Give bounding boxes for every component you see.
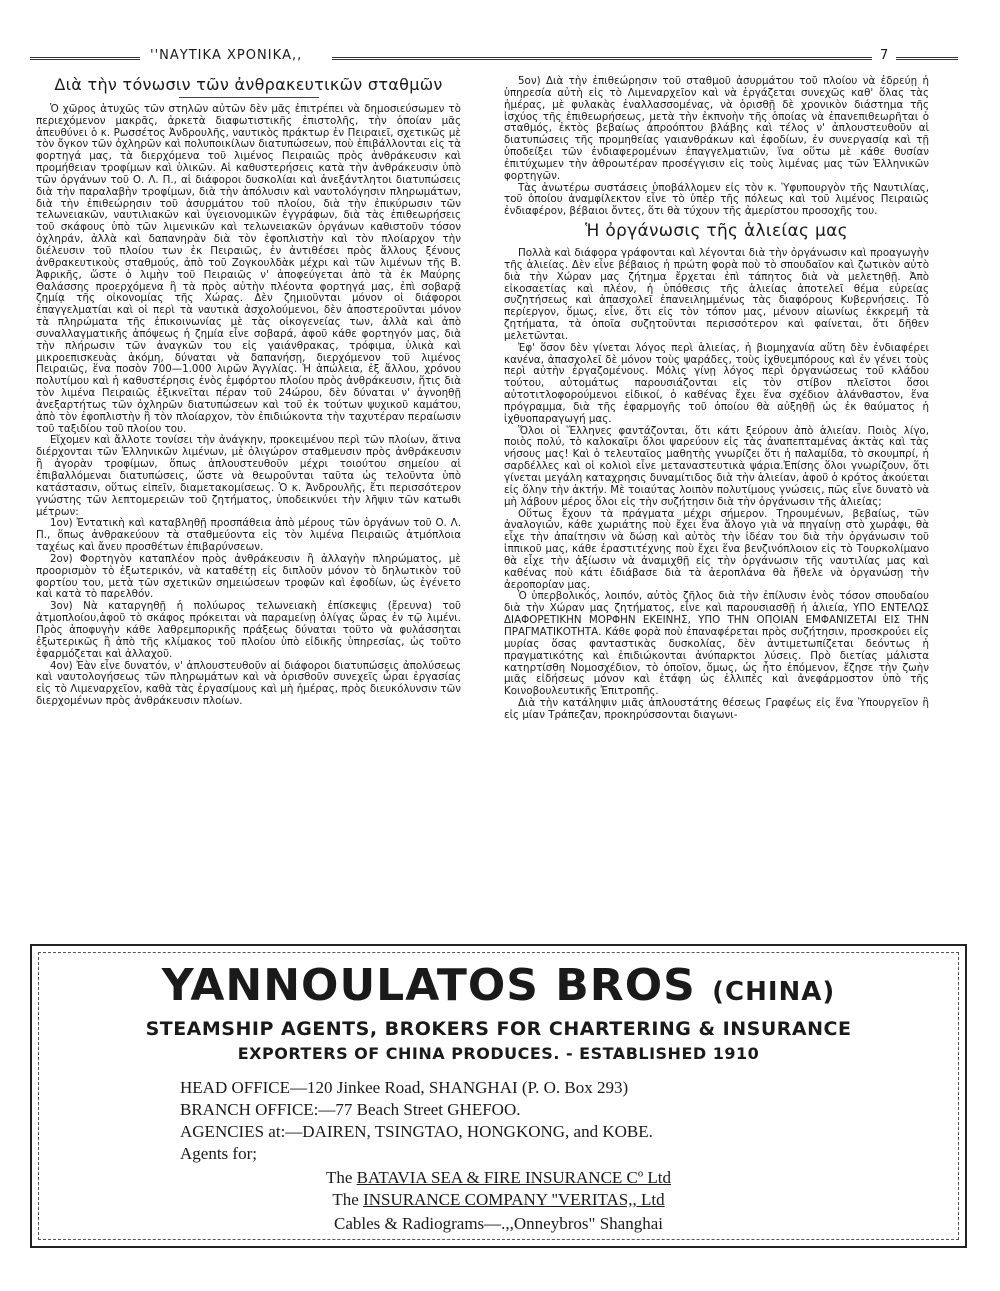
- article-paragraph: 1ον) Ἐντατικὴ καὶ καταβληθῇ προσπάθεια ἀπὸ μέρους τῶν ὀργάνων τοῦ Ο. Λ. Π., ὅπως ἀνθρακεύουν τὰ σταθμεύοντα εἰς τὸν λιμένα Πειραιῶς ἀτμόπλοια ταχέως καὶ ἄνευ προσθέτων ἐπιβαρύνσεων.: [36, 517, 461, 554]
- ad-company-name: [32, 960, 965, 1011]
- article-heading-coaling-stations: Διὰ τὴν τόνωσιν τῶν ἀνθρακευτικῶν σταθμῶν: [54, 75, 443, 94]
- article-paragraph: 2ον) Φορτηγὸν καταπλέον πρὸς ἀνθράκευσιν ἢ ἀλλαγὴν πληρώματος, μὲ προορισμὸν τὸ ἐξωτερικόν, νὰ καταθέτῃ εἰς διπλοῦν μόνον τὸ δηλωτικὸν τοῦ φορτίου του, μετὰ τῶν σχετικῶν σημειώσεων τροφῶν καὶ ἐφοδίων, ὡς ἐγένετο καὶ κατὰ τὸ παρελθόν.: [36, 552, 461, 601]
- page-header: [30, 48, 958, 68]
- heading-underline: [179, 97, 319, 98]
- ad-agent-name: INSURANCE COMPANY ''VERITAS,, Ltd: [363, 1190, 665, 1209]
- ad-branch-office: BRANCH OFFICE:—77 Beach Street GHEFOO.: [180, 1100, 521, 1119]
- ad-cables: Cables & Radiograms—.,,Onneybros" Shanghai: [334, 1214, 663, 1233]
- article-paragraph: 3ον) Νὰ καταργηθῇ ἡ πολύωρος τελωνειακὴ ἐπίσκεψις (ἔρευνα) τοῦ ἀτμοπλοίου,ἀφοῦ τὸ σκάφος πρόκειται νὰ παραμείνῃ ὀλίγας ὥρας ἐν τῷ λιμένι. Πρὸς ἀποφυγὴν κάθε λαθρεμπορικῆς πράξεως δύναται τοῦτο νὰ φυλάσσηται ἐξωτερικῶς ἢ ἀπὸ τῆς κλίμακος τοῦ πλοίου ὑπὸ εἰδικῆς ὑπηρεσίας, ὡς τοῦτο ἐφαρμόζεται καὶ ἀλλαχοῦ.: [36, 600, 461, 660]
- article-paragraph: Διὰ τὴν κατάληψιν μιᾶς ἀπλουστάτης θέσεως Γραφέως εἰς ἕνα Ὑπουργεῖον ἢ εἰς μίαν Τράπεζαν, προκηρύσσονται διαγωνι-: [504, 697, 929, 721]
- article-paragraph: 4ον) Ἐὰν εἶνε δυνατόν, ν' ἀπλουστευθοῦν αἱ διάφοροι διατυπώσεις ἀπολύσεως καὶ ναυτολογήσεως τῶν πληρωμάτων καὶ νὰ ὁρισθοῦν συνεχεῖς ὧραι ἐργασίας εἰς τὸ Λιμεναρχεῖον, καθὰ τὰς ἐργασίμους καὶ μὴ ἡμέρας, πρὸς διευκόλυνσιν τῶν διερχομένων πρὸς ἀνθράκευσιν πλοίων.: [36, 659, 461, 708]
- article-paragraph: Ὁ χῶρος ἀτυχῶς τῶν στηλῶν αὐτῶν δὲν μᾶς ἐπιτρέπει νὰ δημοσιεύσωμεν τὸ περιεχόμενον μακρᾶς, ἀρκετὰ διαφωτιστικῆς ἐπιστολῆς, τὴν ὁποίαν μᾶς ἀπευθύνει ὁ κ. Ρωσσέτος Ἀνδρουλῆς, ναυτικὸς πράκτωρ ἐν Πειραιεῖ, σχετικῶς μὲ τὸν ὄγκον τῶν ὀχληρῶν καὶ πολυποικίλων διατυπώσεων, ποὺ ἐπιβάλλονται εἰς τὰ φορτηγά μας, τὰ διερχόμενα τοῦ λιμένος Πειραιῶς πρὸς ἀνθράκευσιν καὶ προμήθειαν τροφίμων καὶ ὑλικῶν. Αἱ καθυστερήσεις κατὰ τὴν ἀνθράκευσιν ὑπὸ τῶν ὀργάνων τοῦ Ο. Λ. Π., αἱ διάφοροι δυσκολίαι καὶ ἀνεξάντλητοι διατυπώσεις διὰ τὴν παραλαβὴν τροφίμων, διὰ τὴν ἀπόλυσιν καὶ ναυτολόγησιν πληρωμάτων, διὰ τὴν ἐπιθεώρησιν τοῦ ἀσυρμάτου τοῦ πλοίου, διὰ τὴν ἐπικύρωσιν τῶν τελωνειακῶν, ναυτιλιακῶν καὶ ὑγειονομικῶν ἐγγράφων, διὰ τὰς ἐπιθεωρήσεις τοῦ σκάφους ὑπὸ τῶν λιμενικῶν καὶ τελωνειακῶν ὀργάνων καθιστοῦν τόσον ὀχληράν, ἀλλὰ καὶ δαπανηρὰν διὰ τὸν ἐφοπλιστὴν καὶ τὸν πλοίαρχον τὴν διέλευσιν τοῦ πλοίου των ἐκ Πειραιῶς, ἐν ἀντιθέσει πρὸς ἄλλους ξένους ἀνθρακευτικοὺς σταθμούς, ἀπὸ τοῦ Ζογκουλδὰκ μέχρι καὶ τῶν λιμένων τῆς Β. Ἀφρικῆς, ὥστε ὁ λιμὴν τοῦ Πειραιῶς ν' ἀποφεύγεται ἀπὸ τὰ ἐκ Μαύρης Θαλάσσης προερχόμενα ἢ τὰ πρὸς αὐτὴν πλέοντα φορτηγά μας, ἐπὶ σοβαρᾷ ζημίᾳ τῆς οἰκονομίας τῆς Χώρας. Δὲν ζημιοῦνται μόνον οἱ διάφοροι ἐπαγγελματίαι καὶ οἱ περὶ τὰ ναυτικὰ ἀσχολούμενοι, δὲν ἀποστεροῦνται μόνον τὰ πληρώματα τῆς ἐπικοινωνίας μὲ τὰς οἰκογενείας των, ἀλλὰ καὶ ἀπὸ συναλλαγματικῆς ἀπόψεως ἡ ζημία εἶνε σοβαρά, ἀφοῦ κάθε φορτηγόν μας, διὰ τὴν πλήρωσιν τῶν ἀναγκῶν του εἰς γαιάνθρακας, τρόφιμα, ὑλικὰ καὶ μικροεπισκευὰς ἀκόμη, δύναται νὰ δαπανήσῃ, διερχόμενον τοῦ λιμένος Πειραιῶς, ἕνα ποσὸν 700—1.000 λιρῶν Ἀγγλίας. Ἡ ἀπώλεια, ἐξ ἄλλου, χρόνου πολυτίμου καὶ ἡ καθυστέρησις ἑνὸς ἐμφόρτου πλοίου πρὸς ἀνθράκευσιν, ἥτις διὰ τὸν λιμένα Πειραιῶς ἐξικνεῖται πέραν τοῦ 24ώρου, δὲν δύναται ν' ἀγνοηθῇ ἀνεξαρτήτως τῶν ὀχληρῶν διατυπώσεων καὶ τοῦ ἐκ τούτων ψυχικοῦ καμάτου, ἀπὸ τὸν ἐφοπλιστὴν ἢ τὸν πλοίαρχον, τὸν ἐπιδιώκοντα τὴν ταχυτέραν περαίωσιν τοῦ ταξιδίου τοῦ πλοίου του.: [36, 102, 461, 435]
- article-paragraph: Ἐφ' ὅσον δὲν γίνεται λόγος περὶ ἁλιείας, ἡ βιομηχανία αὕτη δὲν ἐνδιαφέρει κανένα, ἀπασχολεῖ δὲ μόνον τοὺς ψαράδες, τοὺς ἰχθυεμπόρους καὶ ἐν γένει τοὺς περὶ αὐτὴν ἐργαζομένους. Μόλις γίνῃ λόγος περὶ ὀργανώσεως τοῦ κλάδου τούτου, αὐτομάτως παρουσιάζονται εἰς τὸν στίβον πλεῖστοι ὅσοι αὐτοτιτλοφορούμενοι εἰδικοί, ὁ καθένας ἔχει ἕνα σχέδιον ἀλάνθαστον, ἕνα πρόγραμμα, διὰ τῆς ἐφαρμογῆς τοῦ ὁποίου θὰ αὐξηθῇ ὡς ἐκ θαύματος ἡ ἰχθυοπαραγωγή μας.: [504, 341, 929, 425]
- article-paragraph: Οὕτως ἔχουν τὰ πράγματα μέχρι σήμερον. Τηρουμένων, βεβαίως, τῶν ἀναλογιῶν, κάθε χωριάτης ποὺ ἔχει ἕνα ἄλογο γιὰ νὰ πηγαίνῃ στὸ χωράφι, θὰ εἶχε τὴν ἀπαίτησιν νὰ δώσῃ καὶ αὐτὸς τὴν ἰδέαν του διὰ τὴν ὀργάνωσιν τοῦ ἱππικοῦ μας, κάθε ἐραστιτέχνης ποὺ ἔχει ἕνα βενζινόπλοιον εἰς τὸ Τουρκολίμανο θὰ εἶχε τὴν ἀξίωσιν νὰ ἀναμιχθῇ εἰς τὴν ὀργάνωσιν τῆς ναυτιλίας μας καὶ καθένας ποὺ κάτι ἐδιάβασε διὰ τὰ ἀεροπλάνα θὰ ἤθελε νὰ ὀργανώσῃ τὴν ἀεροπορίαν μας.: [504, 507, 929, 591]
- ad-agencies: AGENCIES at:—DAIREN, TSINGTAO, HONGKONG, and KOBE.: [180, 1122, 653, 1141]
- header-rule-left: [30, 57, 140, 60]
- article-paragraph: Ὁ ὑπερβολικός, λοιπόν, αὐτὸς ζῆλος διὰ τὴν ἐπίλυσιν ἑνὸς τόσον σπουδαίου διὰ τὴν Χώραν μας ζητήματος, εἶνε καὶ παρουσιασθῇ ἡ ἁλιεία, ΥΠΟ ΕΝΤΕΛΩΣ ΔΙΑΦΟΡΕΤΙΚΗΝ ΜΟΡΦΗΝ ΕΚΕΙΝΗΣ, ΥΠΟ ΤΗΝ ΟΠΟΙΑΝ ΕΜΦΑΝΙΖΕΤΑΙ ΕΙΣ ΤΗΝ ΠΡΑΓΜΑΤΙΚΟΤΗΤΑ. Κάθε φορὰ ποὺ ἐπαναφέρεται πρὸς συζήτησιν, προσκρούει εἰς μυρίας ὅσας φανταστικὰς δυσκολίας, δὲν ἀντιμετωπίζεται δεόντως ἡ πραγματικότης καὶ ἐπιδιώκονται ἀνύπαρκτοι λύσεις. Πρὸ διετίας μάλιστα κατηρτίσθη Νομοσχέδιον, τὸ ὁποῖον, ὅμως, ὡς ἦτο ἑπόμενον, ἔζησε τὴν ζωὴν μιᾶς εἰδήσεως μόνον καὶ ἐτάφη ὡς ἐλλιπὲς καὶ ἀνεφάρμοστον ὑπὸ τῆς Κοινοβουλευτικῆς Ἐπιτροπῆς.: [504, 590, 929, 698]
- ad-agent-batavia: [32, 1168, 965, 1188]
- article-paragraph: Εἴχομεν καὶ ἄλλοτε τονίσει τὴν ἀνάγκην, προκειμένου περὶ τῶν πλοίων, ἅτινα διέρχονται τῶν Ἑλληνικῶν λιμένων, μὲ ὀλιγώρον σταθμευσιν πρὸς ἀνθράκευσιν ἢ ἀγορὰν τροφίμων, ὅπως ἀπλουστευθοῦν μέχρι τοιούτου σημείου αἱ ἐπιβαλλόμεναι διατυπώσεις, ὥστε νὰ θεωροῦνται ταῦτα ὡς τελοῦντα ὑπὸ κατάστασιν, οὕτως εἰπεῖν, διαμετακομίσεως. Ὁ κ. Ἀνδρουλῆς, ἔτι περισσότερον γνώστης τῶν λεπτομερειῶν τοῦ ζητήματος, ὑποδεικνύει τὴν λῆψιν τῶν κατωθι μέτρων:: [36, 434, 461, 518]
- ad-company-suffix: (CHINA): [712, 977, 836, 1007]
- ad-agent-name: BATAVIA SEA & FIRE INSURANCE Cº Ltd: [356, 1168, 672, 1187]
- ad-agent-prefix: The: [325, 1168, 353, 1187]
- ad-company: YANNOULATOS BROS: [161, 960, 696, 1011]
- ad-agent-veritas: [32, 1190, 965, 1210]
- ad-agents-for: Agents for;: [180, 1144, 257, 1163]
- ad-head-office: HEAD OFFICE—120 Jinkee Road, SHANGHAI (P. O. Box 293): [180, 1078, 629, 1097]
- article-paragraph: Τὰς ἀνωτέρω συστάσεις ὑποβάλλομεν εἰς τὸν κ. Ὑφυπουργὸν τῆς Ναυτιλίας, τοῦ ὁποίου ἀναμφίλεκτον εἶνε τὸ ὑπὲρ τῆς πόλεως καὶ τοῦ λιμένος Πειραιῶς ἐνδιαφέρον, βέβαιοι ὄντες, ὅτι θὰ τύχουν τῆς ἀμερίστου προσοχῆς του.: [504, 181, 929, 218]
- ad-services-line: STEAMSHIP AGENTS, BROKERS FOR CHARTERING & INSURANCE: [145, 1018, 852, 1040]
- ad-exporters-line: EXPORTERS OF CHINA PRODUCES. - ESTABLISHED 1910: [237, 1044, 760, 1063]
- page-number: 7: [880, 48, 889, 63]
- right-column: [504, 76, 929, 722]
- article-heading-fishing: Ἡ ὀργάνωσις τῆς ἁλιείας μας: [585, 221, 848, 242]
- header-rule-right: [896, 57, 958, 60]
- article-paragraph: 5ον) Διὰ τὴν ἐπιθεώρησιν τοῦ σταθμοῦ ἀσυρμάτου τοῦ πλοίου νὰ ἐδρεύῃ ἡ ὑπηρεσία αὐτὴ εἰς τὸ Λιμεναρχεῖον καὶ νὰ ἐργάζεται συνεχῶς καθ' ὅλας τὰς ἡμέρας, μὲ φυλακὰς ἐναλλασσομένας, νὰ ὁρισθῇ δὲ χρονικὸν διάστημα τῆς ἰσχύος τῆς ἐπιθεωρήσεως, μετὰ τὴν ἐκπνοὴν τῆς ὁποίας νὰ ἐπανεπιθεωρῆται ὁ σταθμός, ἐκτὸς βεβαίως ἀπροόπτου βλάβης καὶ τέλος ν' ἀπλουστευθοῦν αἱ διατυπώσεις τῆς προμηθείας γαιανθράκων καὶ ἐφοδίων, ἐν συνεργασίᾳ καὶ τῇ ὑποδείξει τῶν ἐνδιαφερομένων ἐπαγγελματιῶν, ἵνα οὕτω μὲ κάθε θυσίαν ἐπιτύχωμεν τὴν ἀθροωτέραν προσέγγισιν εἰς τοὺς λιμένας μας τῶν Ἑλληνικῶν φορτηγῶν.: [504, 75, 929, 182]
- left-column: [36, 76, 461, 708]
- journal-title: ''ΝΑΥΤΙΚΑ ΧΡΟΝΙΚΑ,,: [150, 48, 303, 63]
- advertisement-box: [30, 944, 967, 1248]
- ad-agent-prefix: The: [332, 1190, 359, 1209]
- article-paragraph: Πολλὰ καὶ διάφορα γράφονται καὶ λέγονται διὰ τὴν ὀργάνωσιν καὶ προαγωγὴν τῆς ἁλιείας. Δὲν εἶνε βέβαιος ἡ πρώτη φορὰ ποὺ τὸ σπουδαῖον καὶ ζωτικὸν αὐτὸ διὰ τὴν Χώραν μας ζήτημα ἔρχεται ἐπὶ τάπητος διὰ νὰ μελετηθῇ. Ἀπὸ εἰκοσαετίας καὶ πλέον, ἡ ὑπόθεσις τῆς ἁλιείας ἀποτελεῖ θέμα εὐρείας συζητήσεως καὶ ἀπασχολεῖ ἐπανειλημμένως τὰς διαφόρους Κυβερνήσεις. Τὸ περίεργον, ὅμως, εἶνε, ὅτι εἰς τὸν τόπον μας, μένουν αἰωνίως ἐκκρεμῆ τὰ ζητήματα, τὰ ὁποῖα συζητοῦνται περισσότερον καὶ φαίνεται, ὅτι δῆθεν μελετῶνται.: [504, 246, 929, 342]
- article-paragraph: Ὅλοι οἱ Ἕλληνες φαντάζονται, ὅτι κάτι ξεύρουν ἀπὸ ἁλιείαν. Ποιὸς λίγο, ποιὸς πολύ, τὸ καλοκαῖρι ὅλοι ψαρεύουν εἰς τὰς ἀναπεπταμένας ἀκτὰς καὶ τὰς νήσους μας! Καὶ ὁ τελευταῖος μαθητὴς γνωρίζει ὅτι ἡ παλαμίδα, τὸ σκουμπρί, ἡ σαρδέλλες καὶ οἱ κολιοὶ εἶνε μεταναστευτικὰ ψάρια.Ἐπίσης ὅλοι γνωρίζουν, ὅτι γίνεται μεγάλη καταχρησις δυναμίτιδος διὰ τὴν ἁλιείαν, ἀφοῦ ὁ κρότος ἀκούεται εἰς ὅλην τὴν ἀκτήν. Μὲ τοιαύτας λοιπὸν πολυτίμους γνώσεις, πῶς εἶνε δυνατὸ νὰ μὴ λάβουν μέρος ὅλοι εἰς τὴν συζήτησιν διὰ τὴν ὀργάνωσιν τῆς ἁλιείας;: [504, 424, 929, 508]
- header-rule-middle: [332, 57, 872, 60]
